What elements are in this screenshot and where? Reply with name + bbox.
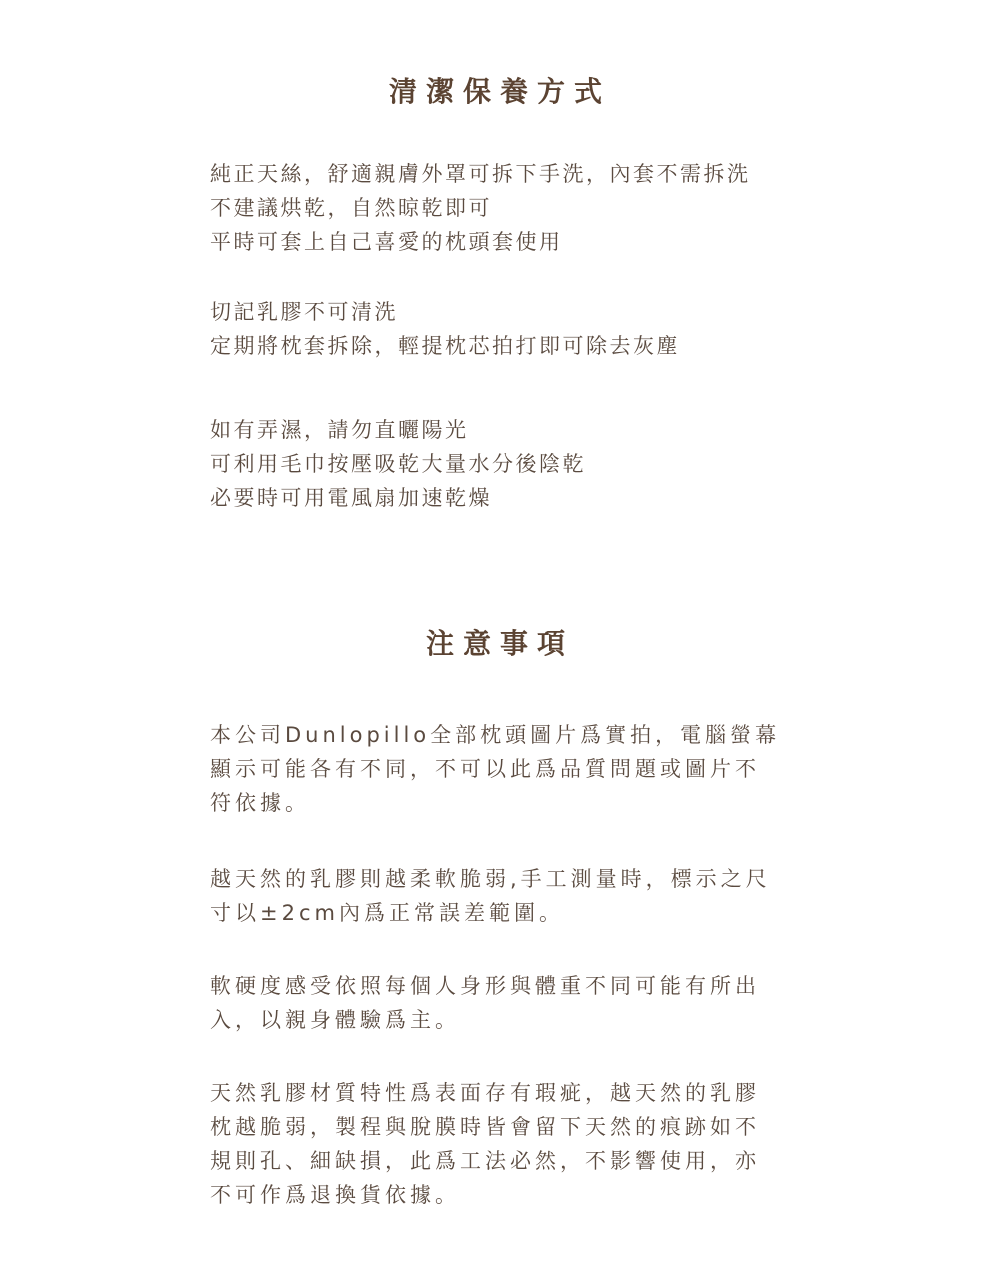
notice-line: 符依據。 [210,791,310,815]
notice-paragraph-measurement [210,862,810,930]
notice-line: 入，以親身體驗爲主。 [210,1008,460,1032]
notice-line: 枕越脆弱，製程與脫膜時皆會留下天然的痕跡如不 [210,1115,760,1139]
notice-line: 規則孔、細缺損，此爲工法必然，不影響使用，亦 [210,1149,760,1173]
care-group-drying [210,413,810,515]
notice-line: 天然乳膠材質特性爲表面存有瑕疵，越天然的乳膠 [210,1081,760,1105]
notice-line: 本公司Dunlopillo全部枕頭圖片爲實拍，電腦螢幕 [210,723,781,747]
notice-line: 不可作爲退換貨依據。 [210,1183,460,1207]
care-line: 定期將枕套拆除，輕提枕芯拍打即可除去灰塵 [210,334,680,358]
care-group-washing [210,157,810,259]
notice-line: 寸以±2cm內爲正常誤差範圍。 [210,901,564,925]
notice-line: 越天然的乳膠則越柔軟脆弱,手工測量時，標示之尺 [210,867,771,891]
care-line: 純正天絲，舒適親膚外罩可拆下手洗，內套不需拆洗 [210,162,751,186]
notice-line: 顯示可能各有不同，不可以此爲品質問題或圖片不 [210,757,760,781]
care-line: 必要時可用電風扇加速乾燥 [210,486,492,510]
care-line: 如有弄濕，請勿直曬陽光 [210,418,469,442]
notice-paragraph-photos [210,718,810,820]
care-line: 切記乳膠不可清洗 [210,300,398,324]
care-line: 不建議烘乾，自然晾乾即可 [210,196,492,220]
notice-section-title: 注意事項 [425,627,574,660]
care-line: 平時可套上自己喜愛的枕頭套使用 [210,230,563,254]
care-section-title: 清潔保養方式 [388,75,611,108]
notice-paragraph-firmness [210,969,810,1037]
notice-paragraph-latex-traits [210,1076,810,1212]
care-group-latex [210,295,810,363]
notice-line: 軟硬度感受依照每個人身形與體重不同可能有所出 [210,974,760,998]
care-line: 可利用毛巾按壓吸乾大量水分後陰乾 [210,452,586,476]
